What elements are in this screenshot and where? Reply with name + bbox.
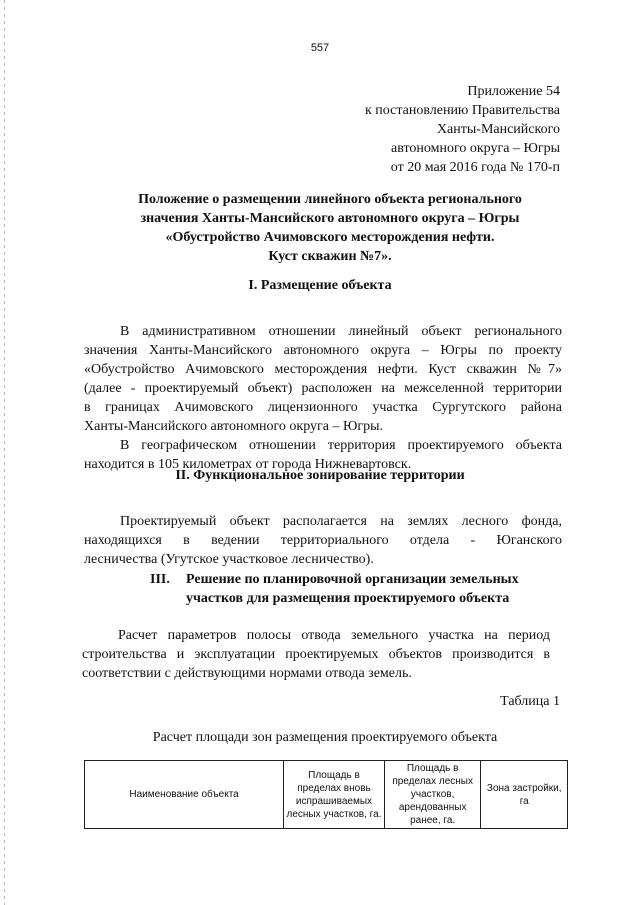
appendix-line: автономного округа – Югры — [391, 141, 560, 156]
column-header: Зона застройки, га — [481, 761, 568, 829]
title-line: Куст скважин №7». — [268, 249, 392, 264]
section-heading-3 — [150, 570, 570, 608]
text-line: значения Ханты-Мансийского автономного округа – Югры по проекту — [84, 343, 562, 358]
text-line: находится в 105 километрах от города Нижневартовск. — [84, 457, 412, 472]
text-line: находящихся в ведении территориального отдела - Юганского — [84, 533, 562, 548]
text-line: Расчет параметров полосы отвода земельного участка на период — [118, 628, 550, 643]
heading-line: участков для размещения проектируемого объекта — [186, 591, 510, 606]
document-title — [90, 190, 570, 266]
appendix-line: к постановлению Правительства — [364, 103, 560, 118]
section-3-body — [82, 626, 550, 683]
text-line: В административном отношении линейный объект регионального — [120, 324, 562, 339]
appendix-line: от 20 мая 2016 года № 170-п — [390, 160, 560, 175]
text-line: Ханты-Мансийского автономного округа – Югры. — [84, 419, 384, 434]
appendix-block — [365, 82, 560, 177]
title-line: Положение о размещении линейного объекта регионального — [138, 192, 522, 207]
section-heading-2: II. Функциональное зонирование территории — [175, 468, 465, 483]
title-line: «Обустройство Ачимовского месторождения нефти. — [165, 230, 495, 245]
table-label: Таблица 1 — [500, 694, 560, 709]
column-header: Наименование объекта — [85, 761, 284, 829]
text-line: строительства и эксплуатации проектируемых объектов производится в — [82, 647, 550, 662]
heading-line: Решение по планировочной организации земельных — [186, 572, 519, 587]
text-line: В географическом отношении территория проектируемого объекта — [120, 438, 562, 453]
table-header-row — [85, 761, 568, 829]
text-line: (далее - проектируемый объект) расположен на межселенной территории — [84, 381, 562, 396]
text-line: соответствии с действующими нормами отвода земель. — [82, 666, 412, 681]
text-line: Проектируемый объект располагается на землях лесного фонда, — [120, 514, 562, 529]
text-line: лесничества (Угутское участковое лесничество). — [84, 552, 374, 567]
appendix-line: Приложение 54 — [467, 84, 560, 99]
text-line: в границах Ачимовского лицензионного участка Сургутского района — [84, 400, 562, 415]
column-header: Площадь в пределах вновь испрашиваемых лесных участков, га. — [284, 761, 385, 829]
section-heading-1: I. Размещение объекта — [248, 278, 392, 293]
title-line: значения Ханты-Мансийского автономного округа – Югры — [140, 211, 520, 226]
table-caption: Расчет площади зон размещения проектируемого объекта — [152, 730, 498, 745]
section-number: III. — [150, 572, 170, 587]
text-line: «Обустройство Ачимовского месторождения нефти. Куст скважин №7» — [84, 362, 562, 377]
area-table — [84, 760, 568, 829]
scan-edge — [4, 0, 5, 905]
appendix-line: Ханты-Мансийского — [436, 122, 560, 137]
column-header: Площадь в пределах лесных участков, арендованных ранее, га. — [384, 761, 481, 829]
section-2-body — [84, 512, 562, 569]
section-1-body — [84, 322, 562, 474]
page-number: 557 — [310, 42, 330, 54]
